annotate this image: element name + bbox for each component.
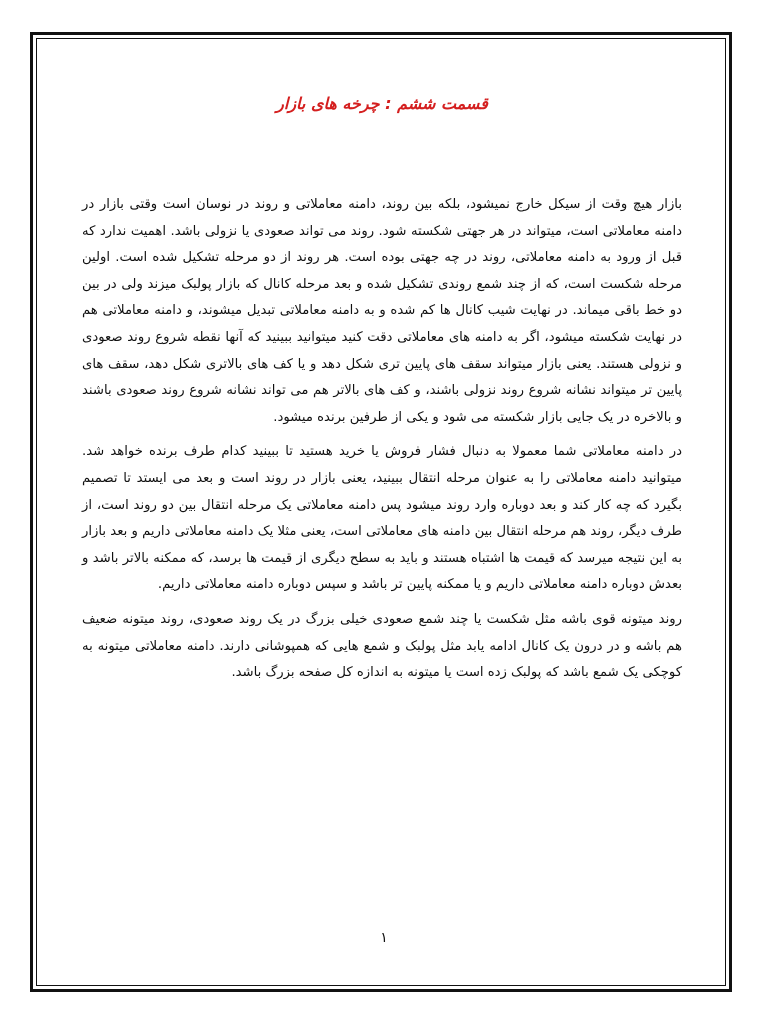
paragraph-1: بازار هیچ وقت از سیکل خارج نمیشود، بلکه بین روند، دامنه معاملاتی و روند در نوسان است وقتی بازار در دامنه معاملاتی است، میتواند در هر جهتی شکسته شود. روند می تواند صعودی یا نزولی باشد. اهمیت ندارد که قبل از ورود به دامنه معاملاتی، روند در چه جهتی بوده است. هر روند از دو مرحله تشکیل شده است. اولین مرحله شکست است، که از چند شمع روندی تشکیل شده و بعد مرحله کانال که بازار پولبک میزند ولی در بین دو خط باقی میماند. در نهایت شیب کانال ها کم شده و به دامنه معاملاتی تبدیل میشوند، و دامنه معاملاتی هم در نهایت شکسته میشود، اگر به دامنه های معاملاتی دقت کنید میتوانید ببینید که آنها نقطه شروع روند صعودی و نزولی هستند. یعنی بازار میتواند سقف های پایین تری شکل دهد و یا کف های بالاتری شکل دهد، سقف های پایین تر میتواند نشانه شروع روند نزولی باشند، و کف های بالاتر هم می تواند نشانه شروع روند صعودی باشند و بالاخره در یک جایی بازار شکسته می شود و یکی از طرفین برنده میشود. — [82, 197, 682, 425]
document-body — [82, 88, 682, 695]
section-heading: قسمت ششم : چرخه های بازار — [276, 94, 488, 113]
paragraph-2: در دامنه معاملاتی شما معمولا به دنبال فشار فروش یا خرید هستید تا ببینید کدام طرف برنده خواهد شد. میتوانید دامنه معاملاتی را به عنوان مرحله انتقال ببینید، یعنی بازار در روند است و بعد می ایستد تا تصمیم بگیرد که چه کار کند و بعد دوباره وارد روند میشود پس دامنه معاملاتی یک مرحله انتقال بین دو روند است، از طرف دیگر، روند هم مرحله انتقال بین دامنه های معاملاتی است، یعنی مثلا یک دامنه معاملاتی داریم و بعد بازار به این نتیجه میرسد که قیمت ها اشتباه هستند و باید به سطح دیگری از قیمت ها برسد، که ممکنه بالاتر باشد و بعدش دوباره دامنه معاملاتی داریم و یا ممکنه پایین تر باشد و سپس دوباره دامنه معاملاتی داریم. — [82, 444, 682, 593]
page-number: ۱ — [380, 930, 388, 946]
paragraph-3: روند میتونه قوی باشه مثل شکست یا چند شمع صعودی خیلی بزرگ در یک روند صعودی، روند میتونه ضعیف هم باشه و در درون یک کانال ادامه یابد مثل پولبک و شمع هایی که همپوشانی دارند. دامنه معاملاتی میتونه به کوچکی یک شمع باشد که پولبک زده است یا میتونه به اندازه کل صفحه بزرگ باشد. — [82, 611, 682, 681]
